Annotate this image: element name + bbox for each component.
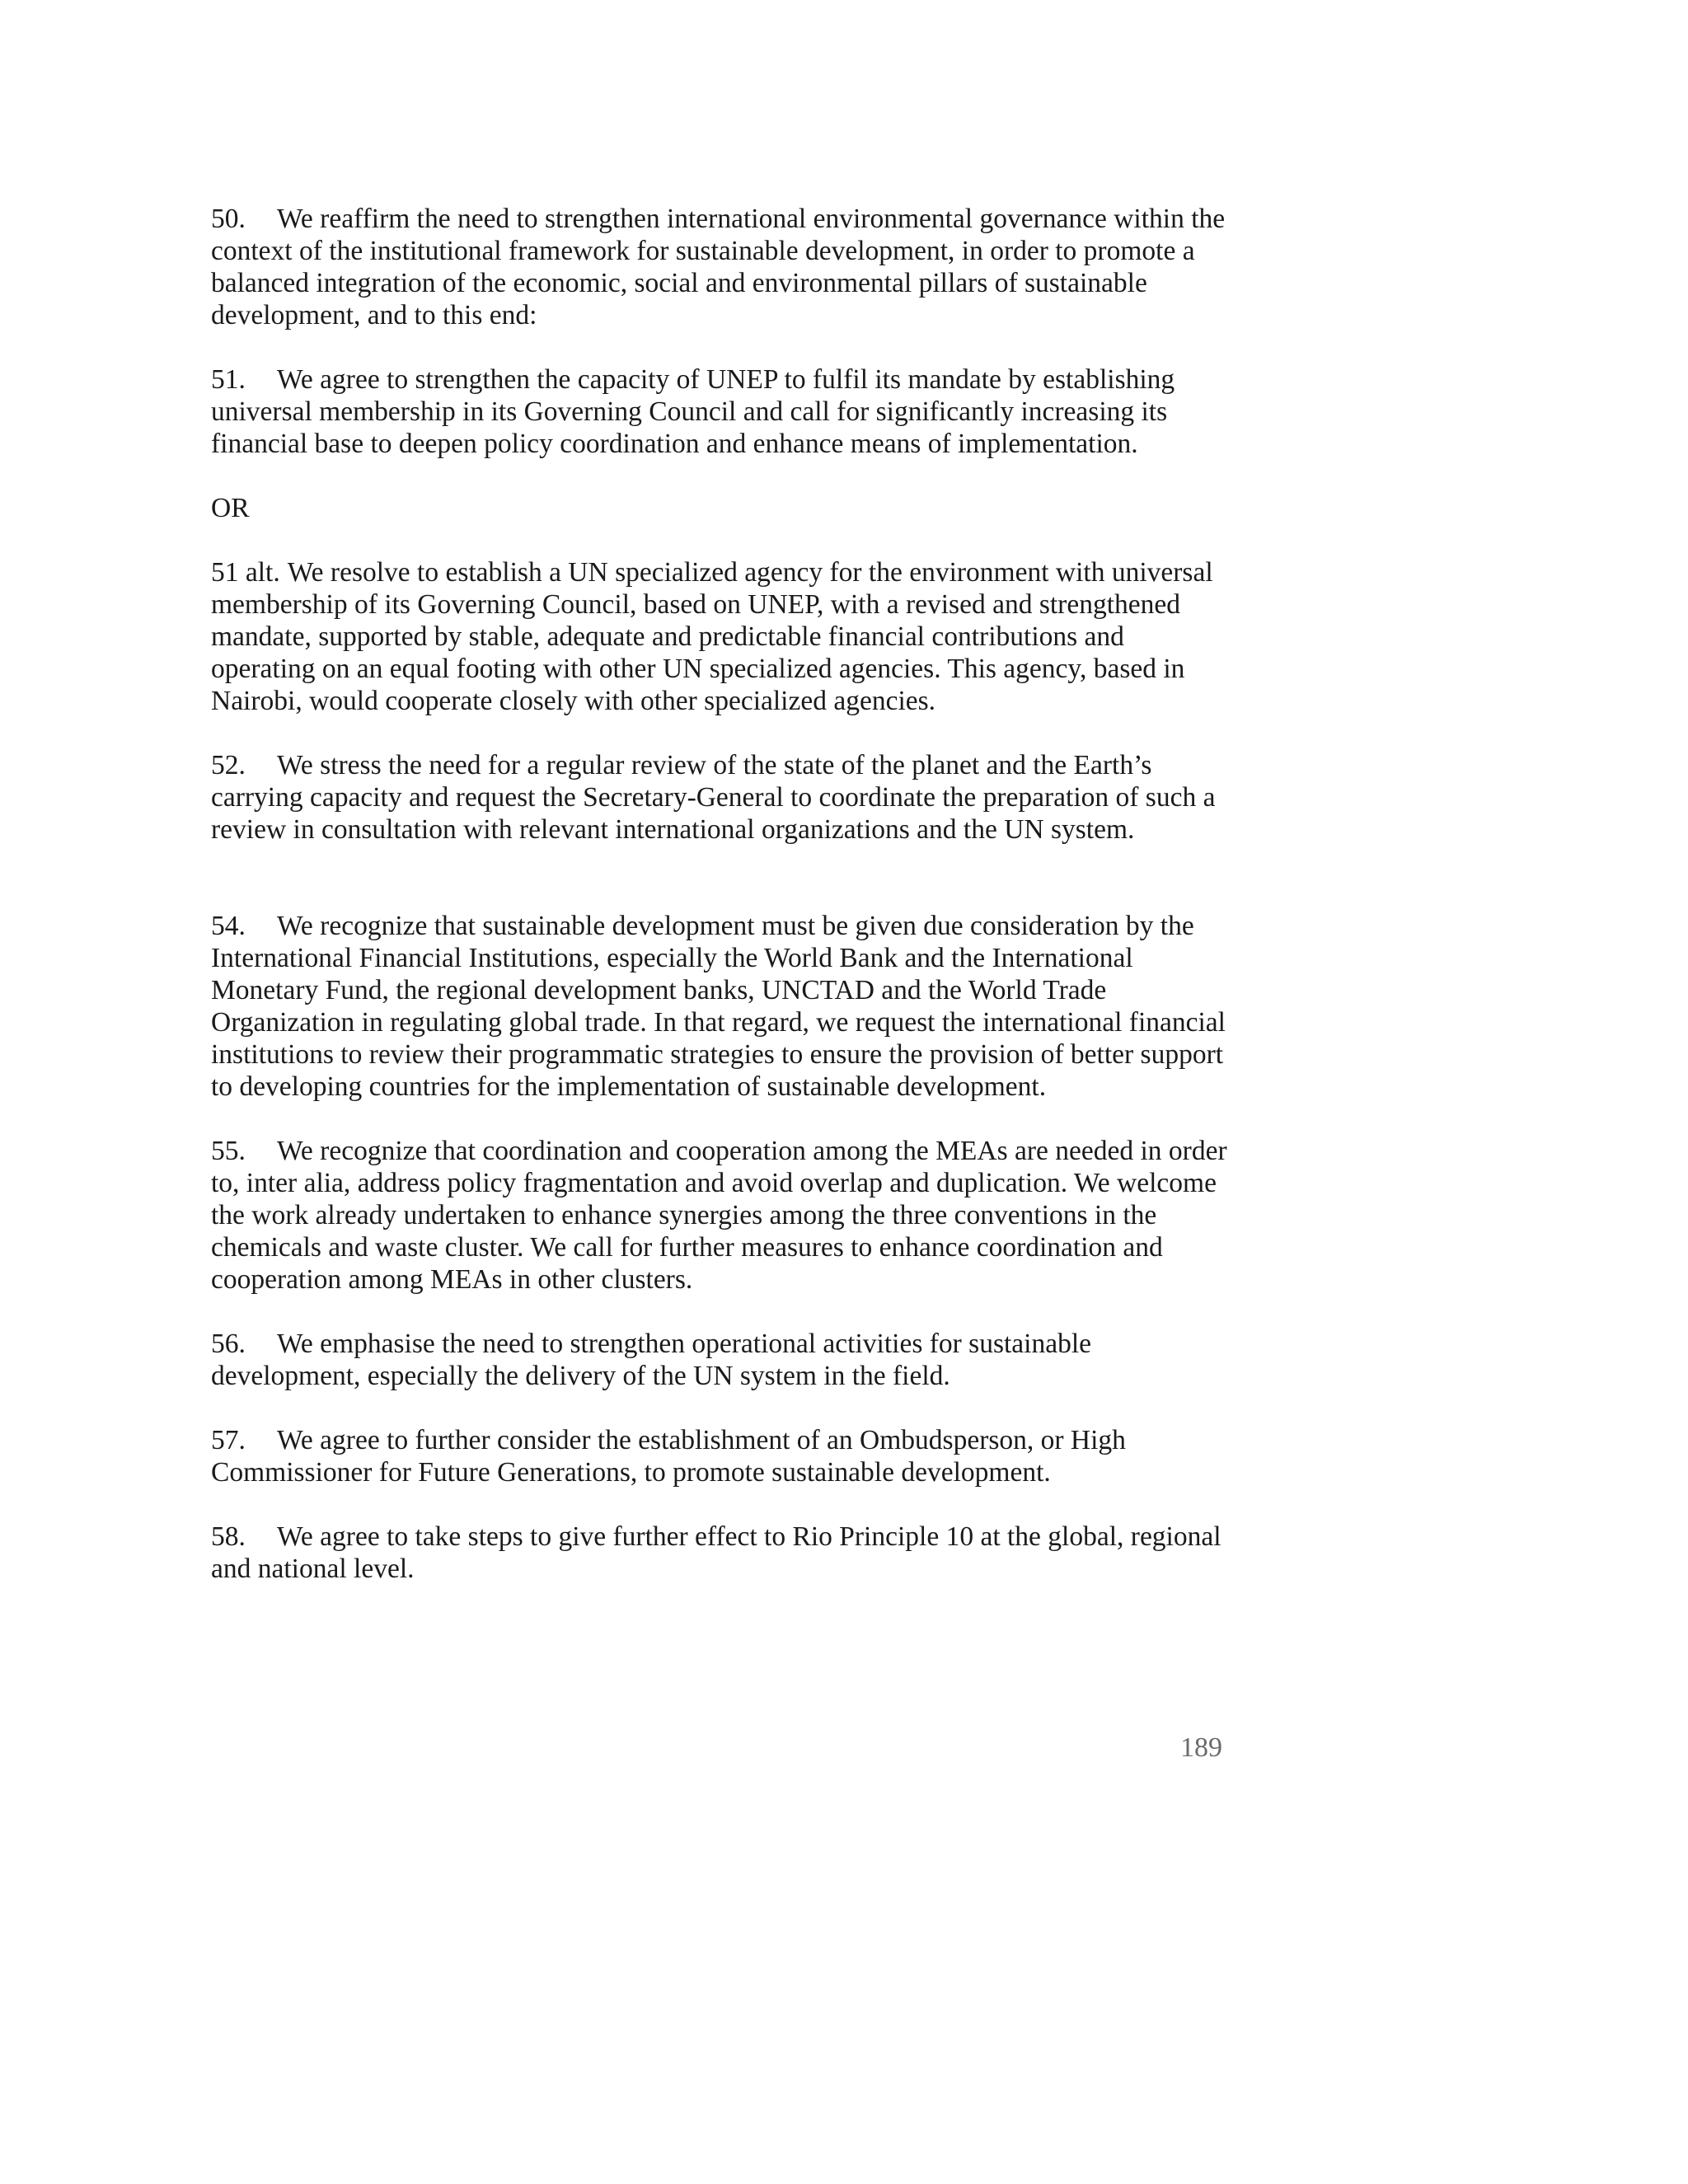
or-separator <box>211 492 1233 524</box>
paragraph-text: We agree to strengthen the capacity of UNEP to fulfil its mandate by establishing universal membership in its Governing Council and call for significantly increasing its financial base to deepen policy coordination and enhance means of implementation. <box>211 364 1175 459</box>
paragraph-text: We emphasise the need to strengthen operational activities for sustainable development, especially the delivery of the UN system in the field. <box>211 1329 1092 1391</box>
paragraph-number: 55. <box>211 1136 246 1166</box>
paragraph-number: 51 alt. <box>211 557 280 588</box>
paragraph-text: We recognize that coordination and cooperation among the MEAs are needed in order to, inter alia, address policy fragmentation and avoid overlap and duplication. We welcome the work already undertaken to enhance synergies among the three conventions in the chemicals and waste cluster. We call for further measures to enhance coordination and cooperation among MEAs in other clusters. <box>211 1136 1227 1295</box>
paragraph-number: 57. <box>211 1425 246 1455</box>
paragraph-51 <box>211 363 1233 460</box>
paragraph-number: 50. <box>211 204 246 234</box>
vertical-spacer <box>211 878 1233 910</box>
paragraph-58 <box>211 1521 1233 1585</box>
paragraph-text: We reaffirm the need to strengthen international environmental governance within the context of the institutional framework for sustainable development, in order to promote a balanced integration of the economic, social and environmental pillars of sustainable development, and to this end: <box>211 204 1226 330</box>
paragraph-number: 54. <box>211 911 246 941</box>
paragraph-50 <box>211 203 1233 331</box>
paragraph-number: 52. <box>211 750 246 780</box>
paragraph-54 <box>211 910 1233 1103</box>
paragraph-51-alt <box>211 556 1233 717</box>
paragraph-57 <box>211 1424 1233 1488</box>
paragraph-text: We recognize that sustainable development must be given due consideration by the International Financial Institutions, especially the World Bank and the International Monetary Fund, the regional development banks, UNCTAD and the World Trade Organization in regulating global trade. In that regard, we request the international financial institutions to review their programmatic strategies to ensure the provision of better support to developing countries for the implementation of sustainable development. <box>211 911 1226 1102</box>
or-text: OR <box>211 493 250 523</box>
paragraph-55 <box>211 1135 1233 1296</box>
paragraph-number: 58. <box>211 1521 246 1552</box>
paragraph-text: We agree to take steps to give further effect to Rio Principle 10 at the global, regional and national level. <box>211 1521 1221 1584</box>
paragraph-text: We stress the need for a regular review of the state of the planet and the Earth’s carrying capacity and request the Secretary-General to coordinate the preparation of such a review in consultation with relevant international organizations and the UN system. <box>211 750 1216 845</box>
paragraph-number: 51. <box>211 364 246 395</box>
paragraph-number: 56. <box>211 1329 246 1359</box>
paragraph-56 <box>211 1328 1233 1392</box>
page-number: 189 <box>1180 1732 1222 1763</box>
paragraph-text: We resolve to establish a UN specialized agency for the environment with universal membership of its Governing Council, based on UNEP, with a revised and strengthened mandate, supported by stable, adequate and predictable financial contributions and operating on an equal footing with other UN specialized agencies. This agency, based in Nairobi, would cooperate closely with other specialized agencies. <box>211 557 1213 716</box>
paragraph-52 <box>211 749 1233 846</box>
document-body <box>211 203 1233 1617</box>
paragraph-text: We agree to further consider the establishment of an Ombudsperson, or High Commissioner for Future Generations, to promote sustainable development. <box>211 1425 1126 1488</box>
